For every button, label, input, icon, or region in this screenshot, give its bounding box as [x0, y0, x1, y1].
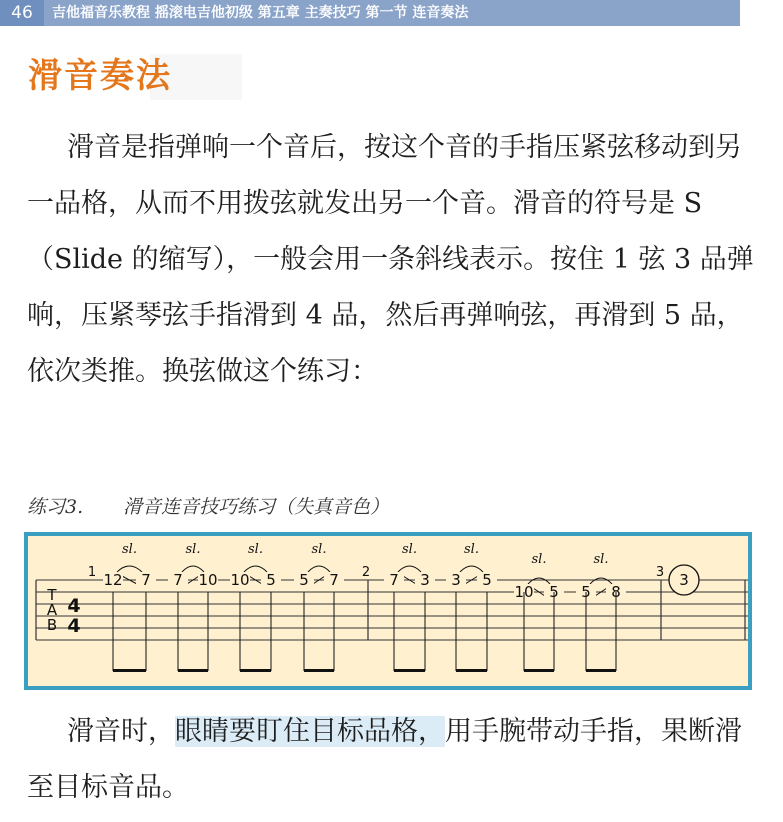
measure-number: 3	[655, 565, 665, 580]
slide-label: sl.	[593, 552, 609, 567]
slide-label: sl.	[531, 552, 547, 567]
final-fret-number: 3	[679, 571, 689, 589]
fret-number: 10	[198, 571, 218, 589]
exercise-title: 滑音连音技巧练习（失真音色）	[123, 496, 390, 518]
time-signature-top: 4	[67, 595, 81, 617]
fret-number: 7	[389, 571, 399, 589]
slur-arc	[460, 566, 483, 572]
fret-number: 7	[329, 571, 339, 589]
note-beam	[240, 669, 271, 672]
fret-number: 5	[299, 571, 309, 589]
note-beam	[586, 669, 616, 672]
fret-number: 10	[514, 583, 534, 601]
fret-number: 10	[230, 571, 250, 589]
note-beam	[456, 669, 487, 672]
tablature	[28, 536, 748, 686]
closing-highlight: 眼睛要盯住目标品格，	[175, 716, 445, 747]
slur-arc	[590, 578, 612, 584]
fret-number: 5	[581, 583, 591, 601]
exercise-number: 练习3.	[27, 496, 84, 518]
fret-number: 3	[451, 571, 461, 589]
closing-before: 滑音时，	[67, 716, 175, 747]
fret-number: 7	[173, 571, 183, 589]
tab-clef-letter: A	[46, 601, 58, 619]
exercise-caption	[27, 492, 389, 519]
fret-number: 12	[103, 571, 123, 589]
tablature-box	[24, 532, 752, 690]
slide-label: sl.	[122, 542, 137, 557]
slide-label: sl.	[311, 542, 327, 557]
closing-after: 用手腕带动手指，果断滑至目标音品。	[27, 716, 742, 803]
fret-number: 5	[549, 583, 559, 601]
slur-arc	[308, 566, 330, 572]
time-signature-bottom: 4	[67, 615, 81, 637]
note-beam	[178, 669, 208, 672]
section-title: 滑音奏法	[28, 56, 172, 96]
header-title: 吉他福音乐教程 摇滚电吉他初级 第五章 主奏技巧 第一节 连音奏法	[52, 5, 469, 21]
intro-paragraph	[27, 120, 762, 400]
fret-number: 8	[611, 583, 621, 601]
slide-label: sl.	[402, 542, 417, 557]
note-beam	[394, 669, 425, 672]
note-beam	[524, 669, 554, 672]
fret-number: 7	[141, 571, 151, 589]
slide-label: sl.	[185, 542, 201, 557]
slide-label: sl.	[464, 542, 479, 557]
note-beam	[113, 669, 146, 672]
tab-clef-letter: T	[47, 586, 57, 604]
fret-number: 5	[266, 571, 276, 589]
slur-arc	[398, 566, 421, 572]
tab-clef-letter: B	[46, 616, 58, 634]
page-number: 46	[0, 0, 44, 26]
measure-number: 2	[361, 565, 371, 580]
fret-number: 5	[482, 571, 492, 589]
intro-text: 滑音是指弹响一个音后，按这个音的手指压紧弦移动到另一品格，从而不用拨弦就发出另一个音。滑音的符号是 S（Slide 的缩写），一般会用一条斜线表示。按住 1 弦 3 品弹响，压紧琴弦手指滑到 4 品，然后再弹响弦，再滑到 5 品，依次类推。换弦做这个练习：	[27, 132, 754, 387]
closing-paragraph	[27, 704, 762, 816]
measure-number: 1	[87, 565, 97, 580]
slide-label: sl.	[248, 542, 263, 557]
fret-number: 3	[420, 571, 430, 589]
note-beam	[304, 669, 334, 672]
